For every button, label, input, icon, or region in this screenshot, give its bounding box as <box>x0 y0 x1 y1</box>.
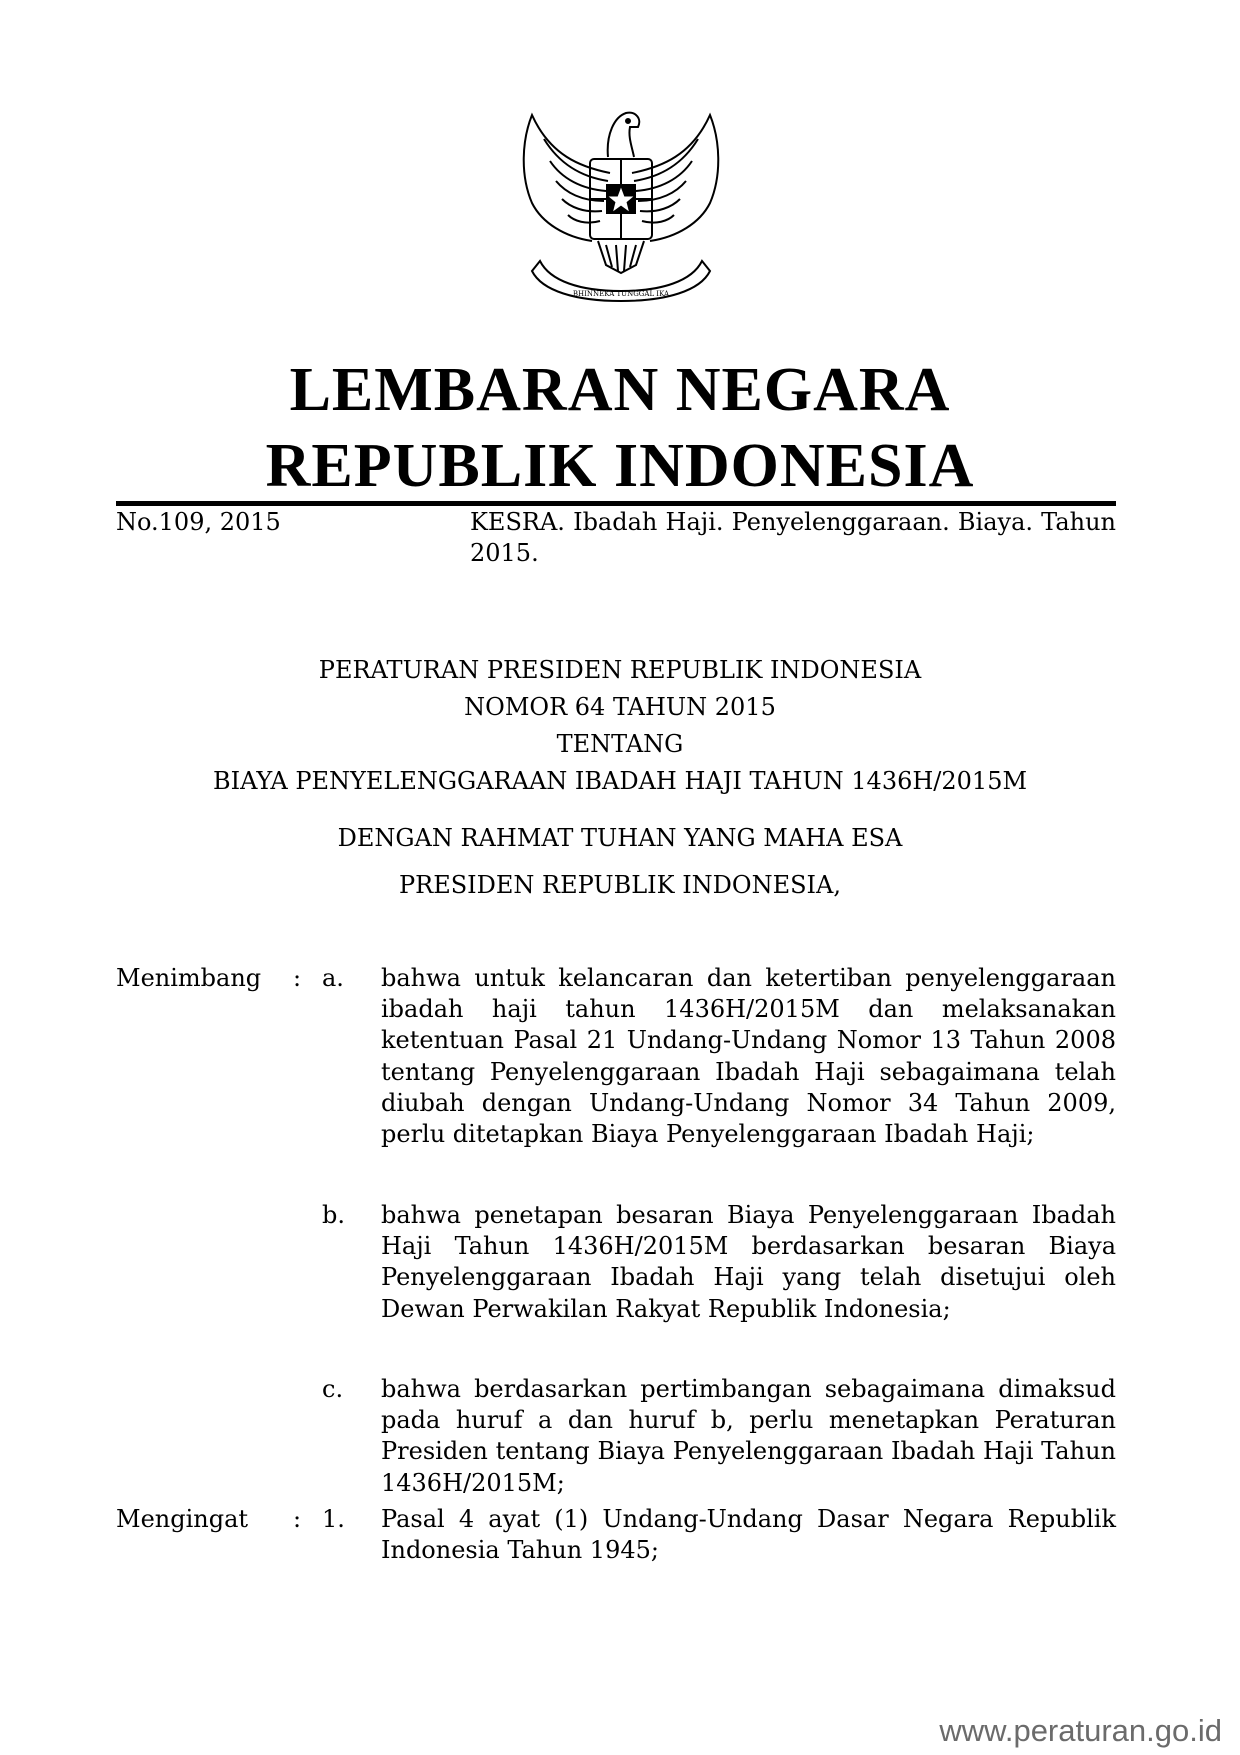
regulation-title: BIAYA PENYELENGGARAAN IBADAH HAJI TAHUN 1436H/2015M <box>212 767 1028 795</box>
mengingat-label: Mengingat <box>116 1505 249 1533</box>
masthead-divider <box>116 501 1116 506</box>
preamble-line2: PRESIDEN REPUBLIK INDONESIA, <box>398 871 841 899</box>
menimbang-item-text: bahwa untuk kelancaran dan ketertiban penyelenggaraan ibadah haji tahun 1436H/2015M dan melaksanakan ketentuan Pasal 21 Undang-Undang Nomor 13 Tahun 2008 tentang Penyelenggaraan Ibadah Haji sebagaimana telah diubah dengan Undang-Undang Nomor 34 Tahun 2009, perlu ditetapkan Biaya Penyelenggaraan Ibadah Haji; <box>381 964 1116 1149</box>
svg-text:BHINNEKA TUNGGAL IKA: BHINNEKA TUNGGAL IKA <box>572 290 670 298</box>
menimbang-item-marker: c. <box>322 1375 344 1403</box>
masthead-title-line1: LEMBARAN NEGARA <box>289 356 951 424</box>
mengingat-item-marker: 1. <box>322 1505 345 1533</box>
preamble-line1: DENGAN RAHMAT TUHAN YANG MAHA ESA <box>337 824 903 852</box>
garuda-emblem-icon <box>510 95 732 305</box>
footer-source-link[interactable]: www.peraturan.go.id <box>939 1713 1222 1748</box>
gazette-number: No.109, 2015 <box>116 508 281 536</box>
masthead-title-line2: REPUBLIK INDONESIA <box>265 432 975 500</box>
menimbang-colon: : <box>293 964 302 992</box>
mengingat-item-text: Pasal 4 ayat (1) Undang-Undang Dasar Negara Republik Indonesia Tahun 1945; <box>381 1505 1116 1565</box>
menimbang-item-marker: b. <box>322 1201 345 1229</box>
menimbang-item-text: bahwa berdasarkan pertimbangan sebagaimana dimaksud pada huruf a dan huruf b, perlu menetapkan Peraturan Presiden tentang Biaya Penyelenggaraan Ibadah Haji Tahun 1436H/2015M; <box>381 1375 1116 1497</box>
gazette-subject: KESRA. Ibadah Haji. Penyelenggaraan. Biaya. Tahun 2015. <box>470 508 1116 567</box>
menimbang-item-marker: a. <box>322 964 344 992</box>
regulation-about: TENTANG <box>556 730 684 758</box>
menimbang-item-text: bahwa penetapan besaran Biaya Penyelenggaraan Ibadah Haji Tahun 1436H/2015M berdasarkan besaran Biaya Penyelenggaraan Ibadah Haji yang telah disetujui oleh Dewan Perwakilan Rakyat Republik Indonesia; <box>381 1201 1116 1323</box>
regulation-number: NOMOR 64 TAHUN 2015 <box>464 693 776 721</box>
mengingat-colon: : <box>293 1505 302 1533</box>
regulation-type: PERATURAN PRESIDEN REPUBLIK INDONESIA <box>318 656 922 684</box>
menimbang-label: Menimbang <box>116 964 262 992</box>
